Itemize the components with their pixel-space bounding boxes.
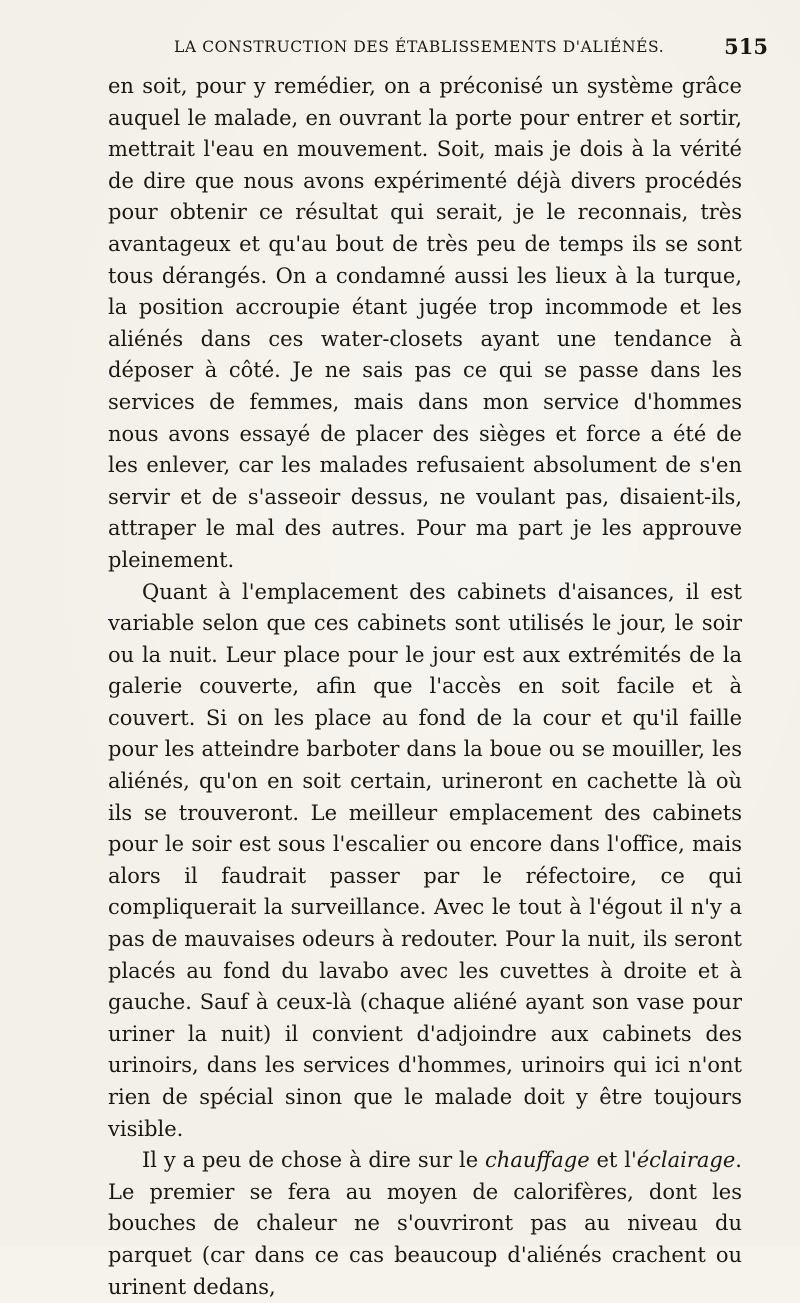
paragraph-2: Quant à l'emplacement des cabinets d'aisances, il est variable selon que ces cabinets sont utilisés le jour, le soir ou la nuit. Leur place pour le jour est aux extrémités de la galerie couverte, afin que l'accès en soit facile et à couvert. Si on les place au fond de la cour et qu'il faille pour les atteindre barboter dans la boue ou se mouiller, les aliénés, qu'on en soit certain, urineront en cachette là où ils se trouveront. Le meilleur emplacement des cabinets pour le soir est sous l'escalier ou encore dans l'office, mais alors il faudrait passer par le réfectoire, ce qui compliquerait la surveillance. Avec le tout à l'égout il n'y a pas de mauvaises odeurs à redouter. Pour la nuit, ils seront placés au fond du lavabo avec les cuvettes à droite et à gauche. Sauf à ceux-là (chaque aliéné ayant son vase pour uriner la nuit) il convient d'adjoindre aux cabinets des urinoirs, dans les services d'hommes, urinoirs qui ici n'ont rien de spécial sinon que le malade doit y être toujours visible. <box>108 579 742 1141</box>
paragraph-1: en soit, pour y remédier, on a préconisé un système grâce auquel le malade, en ouvrant la porte pour entrer et sortir, mettrait l'eau en mouvement. Soit, mais je dois à la vérité de dire que nous avons expérimenté déjà divers procédés pour obtenir ce résultat qui serait, je le reconnais, très avantageux et qu'au bout de très peu de temps ils se sont tous dérangés. On a condamné aussi les lieux à la turque, la position accroupie étant jugée trop incommode et les aliénés dans ces water-closets ayant une tendance à déposer à côté. Je ne sais pas ce qui se passe dans les services de femmes, mais dans mon service d'hommes nous avons essayé de placer des sièges et force a été de les enlever, car les malades refusaient absolument de s'en servir et de s'asseoir dessus, ne voulant pas, disaient-ils, attraper le mal des autres. Pour ma part je les approuve pleinement. <box>108 74 742 572</box>
paragraph-3-text-c: . Le premier se fera au moyen de calorifères, dont les bouches de chaleur ne s'ouvriront pas au niveau du parquet (car dans ce cas beaucoup d'aliénés crachent ou urinent dedans, <box>108 1148 742 1299</box>
emphasis-eclairage: éclairage <box>636 1148 736 1173</box>
body-text <box>108 71 742 1303</box>
emphasis-chauffage: chauffage <box>485 1148 590 1173</box>
page-header <box>108 32 768 62</box>
running-title: LA CONSTRUCTION DES ÉTABLISSEMENTS D'ALIÉNÉS. <box>174 38 665 56</box>
paragraph-3 <box>108 1145 742 1303</box>
page-number: 515 <box>724 34 768 59</box>
paragraph-3-text-b: et l' <box>589 1148 637 1173</box>
paragraph-3-text-a: Il y a peu de chose à dire sur le <box>142 1148 486 1173</box>
